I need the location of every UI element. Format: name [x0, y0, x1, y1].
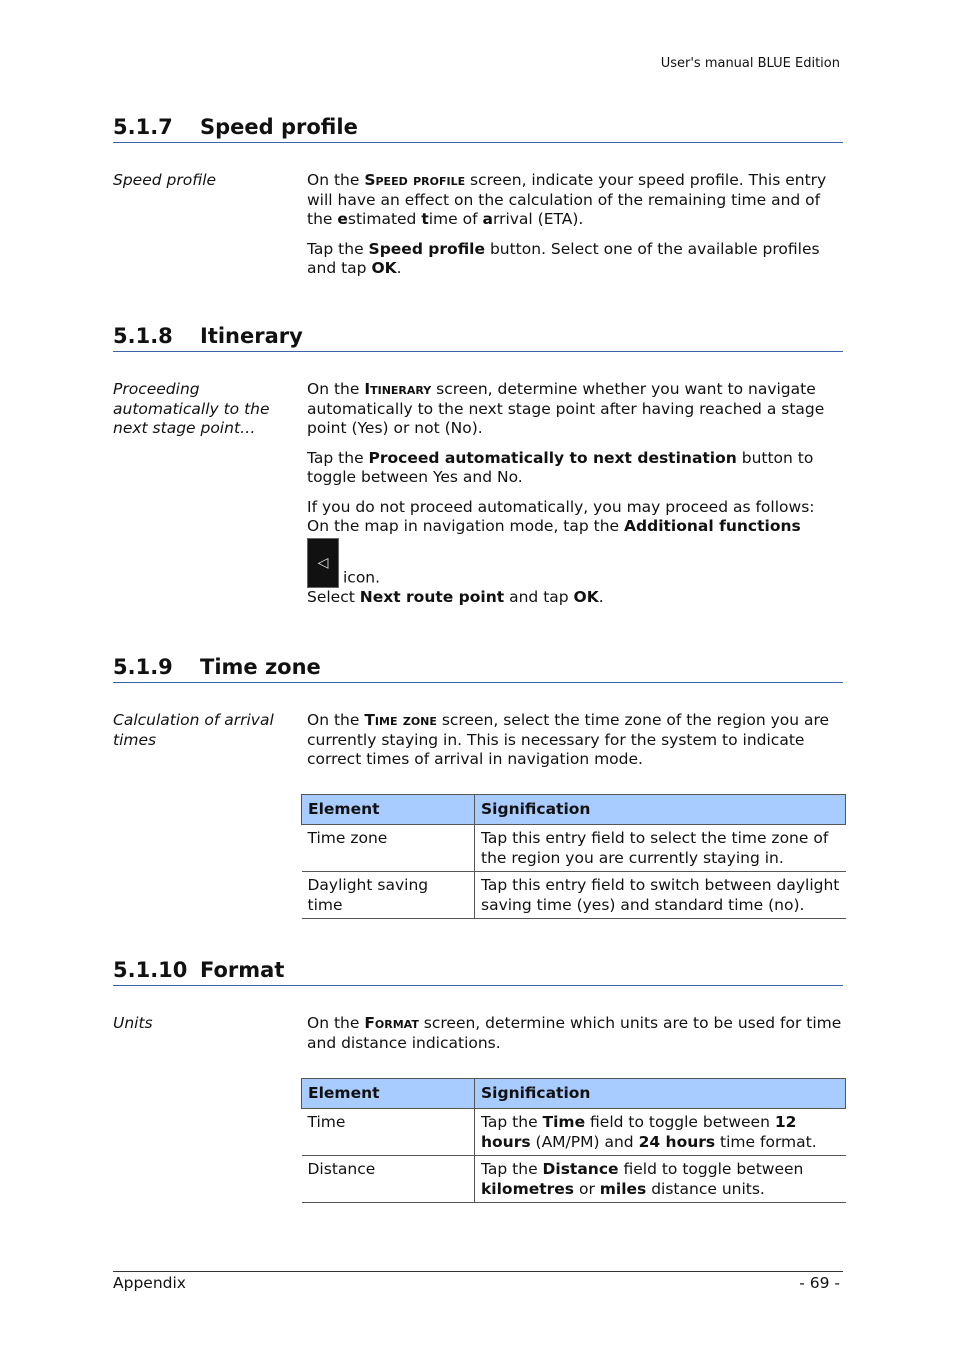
- section-heading-speed-profile: [113, 114, 843, 143]
- paragraph: Tap the Proceed automatically to next destination button to toggle between Yes and No.: [307, 448, 814, 486]
- section-heading-format: [113, 957, 843, 986]
- table-cell: Daylight saving time: [302, 872, 475, 919]
- table-row: [302, 825, 846, 872]
- paragraph: On the Itinerary screen, determine whether you want to navigate automatically to the next stage point after having reached a stage point (Yes) or not (No).: [307, 380, 825, 437]
- section-number: 5.1.10: [113, 958, 188, 982]
- column-header: Signification: [475, 1079, 846, 1109]
- section-number: 5.1.7: [113, 115, 173, 139]
- table-cell: Tap the Distance field to toggle between kilometres or miles distance units.: [475, 1156, 846, 1203]
- table-cell: Distance: [302, 1156, 475, 1203]
- section-body-itinerary: [307, 380, 847, 607]
- running-header: User's manual BLUE Edition: [660, 56, 840, 71]
- paragraph: Tap the Speed profile button. Select one of the available profiles and tap OK.: [307, 239, 820, 277]
- table-row: [302, 872, 846, 919]
- section-heading-time-zone: [113, 654, 843, 683]
- section-heading-itinerary: [113, 323, 843, 352]
- table-cell: Tap this entry field to select the time zone of the region you are currently staying in.: [475, 825, 846, 872]
- table-header-row: [302, 1079, 846, 1109]
- column-header: Element: [302, 795, 475, 825]
- column-header: Signification: [475, 795, 846, 825]
- side-label-itinerary: Proceeding automatically to the next stage point…: [113, 380, 270, 437]
- table-cell: Tap this entry field to switch between daylight saving time (yes) and standard time (no).: [475, 872, 846, 919]
- paragraph: On the Time zone screen, select the time zone of the region you are currently staying in. This is necessary for the system to indicate correct times of arrival in navigation mode.: [307, 711, 830, 768]
- time-zone-table: [301, 794, 846, 919]
- table-cell: Time zone: [302, 825, 475, 872]
- paragraph: Select Next route point and tap OK.: [307, 587, 604, 606]
- footer-chapter: Appendix: [113, 1274, 186, 1292]
- table-header-row: [302, 795, 846, 825]
- section-number: 5.1.8: [113, 324, 173, 348]
- section-title: Itinerary: [200, 324, 303, 348]
- table-cell: Time: [302, 1109, 475, 1156]
- paragraph: On the Speed profile screen, indicate your speed profile. This entry will have an effect on the calculation of the remaining time and of the estimated time of arrival (ETA).: [307, 171, 827, 228]
- section-body-format: [307, 1014, 847, 1063]
- format-table: [301, 1078, 846, 1203]
- page-number: - 69 -: [799, 1274, 840, 1292]
- table-row: [302, 1109, 846, 1156]
- section-body-speed-profile: [307, 171, 847, 289]
- column-header: Element: [302, 1079, 475, 1109]
- paragraph: If you do not proceed automatically, you may proceed as follows: On the map in navigation mode, tap the Additional functions: [307, 497, 815, 535]
- section-body-time-zone: [307, 711, 847, 780]
- footer-divider: [113, 1271, 843, 1272]
- icon-line: ◁icon.: [307, 538, 847, 588]
- table-row: [302, 1156, 846, 1203]
- table-cell: Tap the Time field to toggle between 12 hours (AM/PM) and 24 hours time format.: [475, 1109, 846, 1156]
- section-title: Format: [200, 958, 285, 982]
- side-label-time-zone: Calculation of arrival times: [113, 711, 274, 749]
- side-label-format: Units: [113, 1014, 153, 1032]
- additional-functions-icon: ◁: [307, 538, 339, 588]
- paragraph: On the Format screen, determine which units are to be used for time and distance indications.: [307, 1014, 842, 1052]
- section-title: Speed profile: [200, 115, 358, 139]
- side-label-speed-profile: Speed profile: [113, 171, 217, 189]
- section-number: 5.1.9: [113, 655, 173, 679]
- section-title: Time zone: [200, 655, 321, 679]
